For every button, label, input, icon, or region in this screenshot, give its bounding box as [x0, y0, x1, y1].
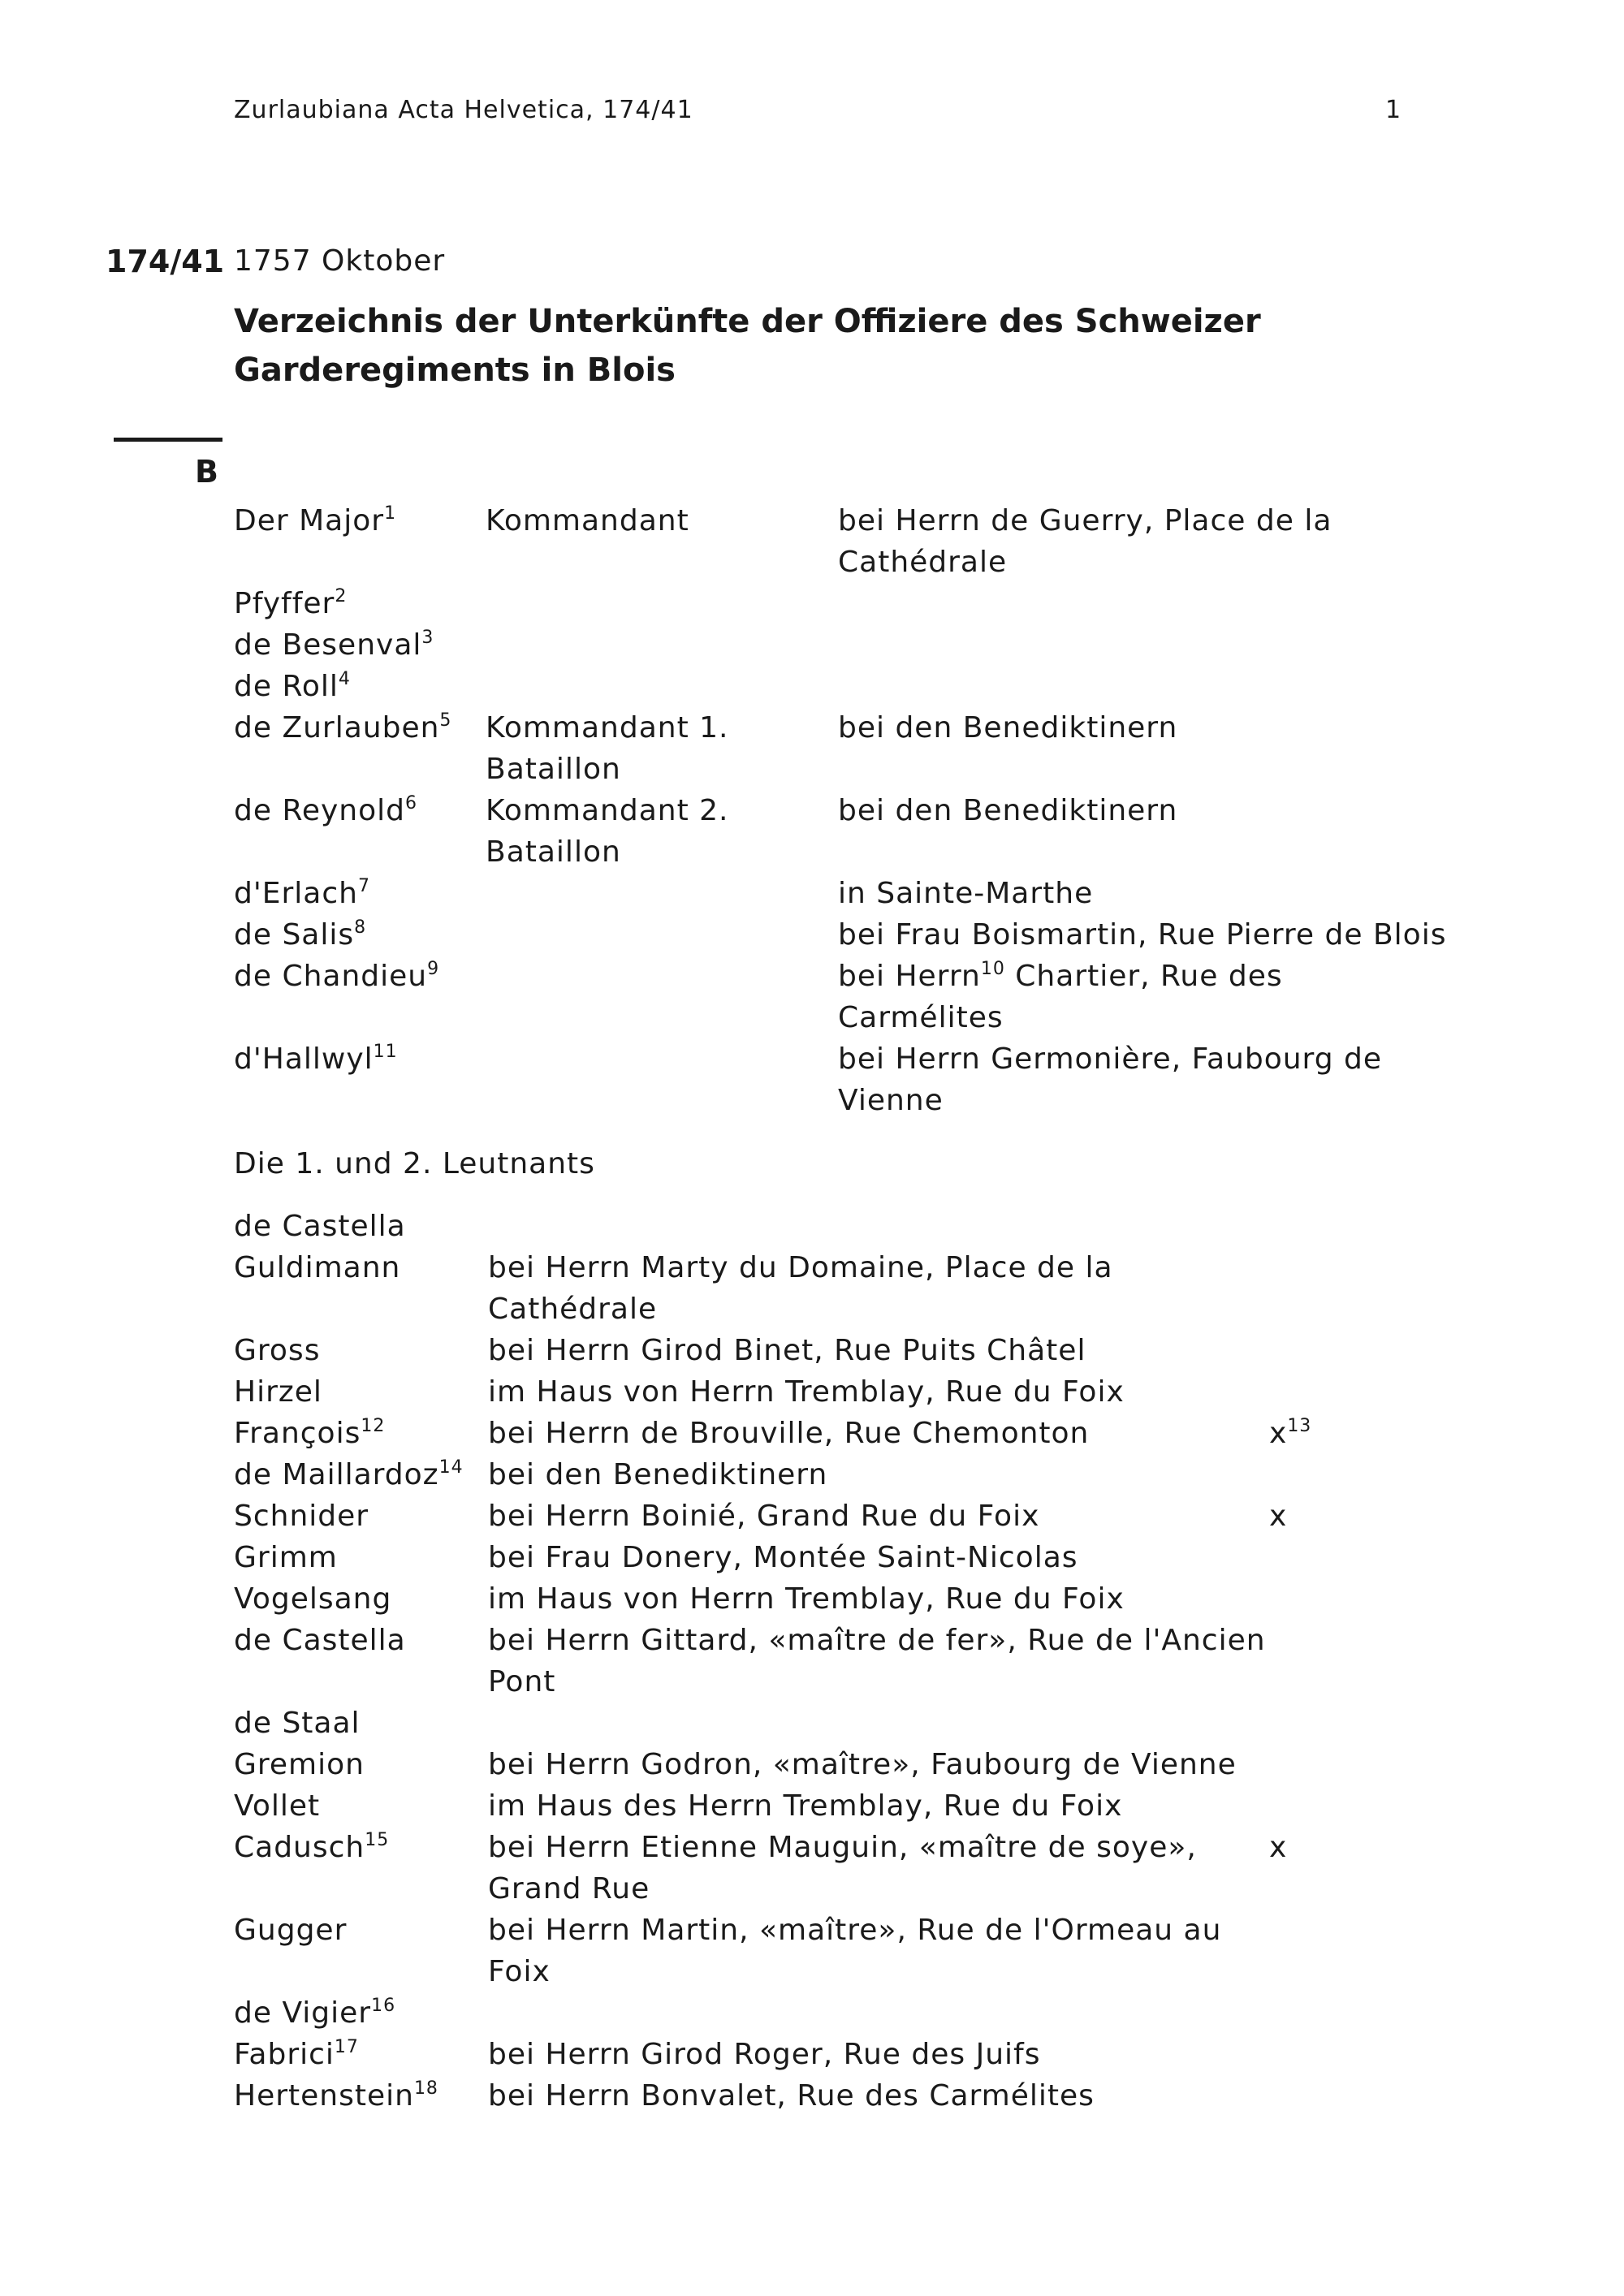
lieutenant-name-text: Vollet — [234, 1789, 321, 1823]
footnote-marker: 8 — [354, 917, 367, 938]
lieutenant-name — [234, 1413, 488, 1454]
lieutenant-location-text: bei Herrn Girod Roger, Rue des Juifs — [488, 2038, 1041, 2071]
lieutenant-name-text: de Maillardoz — [234, 1458, 439, 1491]
lieutenant-mark — [1269, 2075, 1334, 2117]
officer-role — [486, 956, 838, 1038]
lieutenant-location — [488, 1537, 1269, 1578]
section-letter: B — [195, 454, 218, 490]
lieutenant-name-text: de Castella — [234, 1624, 406, 1657]
officer-location — [838, 956, 1455, 1038]
officer-location — [838, 914, 1455, 956]
footnote-marker: 7 — [357, 876, 370, 896]
lieutenant-row — [234, 2034, 1334, 2075]
footnote-marker: 18 — [413, 2078, 438, 2099]
lieutenant-mark — [1269, 1910, 1334, 1992]
lieutenant-row — [234, 1371, 1334, 1413]
officer-name — [234, 1038, 486, 1121]
officer-row — [234, 624, 1455, 666]
document-number: 174/41 — [106, 244, 225, 279]
lieutenant-location-text: bei Herrn Boinié, Grand Rue du Foix — [488, 1500, 1040, 1533]
lieutenant-name — [234, 1206, 488, 1247]
lieutenant-row — [234, 1247, 1334, 1330]
lieutenant-mark — [1269, 1371, 1334, 1413]
officer-location — [838, 873, 1455, 914]
officer-name-text: de Besenval — [234, 628, 422, 662]
lieutenant-location — [488, 2075, 1269, 2117]
lieutenant-mark — [1269, 1247, 1334, 1330]
lieutenant-location — [488, 1206, 1269, 1247]
officer-role — [486, 583, 838, 624]
officer-role-text: Kommandant — [486, 504, 689, 537]
officer-name-text: d'Hallwyl — [234, 1042, 374, 1076]
lieutenant-location — [488, 1495, 1269, 1537]
lieutenant-name — [234, 1578, 488, 1620]
lieutenant-mark — [1269, 1413, 1334, 1454]
lieutenant-location-text: bei den Benediktinern — [488, 1458, 828, 1491]
lieutenant-row — [234, 1454, 1334, 1495]
officer-name — [234, 873, 486, 914]
lieutenant-row — [234, 1703, 1334, 1744]
officer-role-text: Kommandant 1. Bataillon — [486, 711, 729, 786]
lieutenant-location — [488, 1620, 1269, 1703]
lieutenant-row — [234, 1744, 1334, 1785]
officer-name-text: de Roll — [234, 670, 339, 703]
lieutenant-location — [488, 1330, 1269, 1371]
lieutenants-heading: Die 1. und 2. Leutnants — [234, 1147, 595, 1180]
lieutenant-row — [234, 1330, 1334, 1371]
lieutenant-row — [234, 1620, 1334, 1703]
lieutenant-mark — [1269, 1537, 1334, 1578]
lieutenant-name-text: de Staal — [234, 1707, 361, 1740]
footnote-marker: 12 — [361, 1416, 386, 1436]
officer-location-rest: Chartier, Rue des Carmélites — [838, 960, 1283, 1034]
officer-role — [486, 624, 838, 666]
officer-row — [234, 666, 1455, 707]
footnote-marker: 1 — [384, 503, 397, 524]
lieutenant-name — [234, 1247, 488, 1330]
lieutenant-name — [234, 1910, 488, 1992]
officer-name — [234, 707, 486, 790]
officer-row — [234, 914, 1455, 956]
lieutenant-name-text: Hirzel — [234, 1375, 322, 1409]
lieutenant-location-text: bei Frau Donery, Montée Saint-Nicolas — [488, 1541, 1078, 1574]
lieutenant-name-text: Vogelsang — [234, 1582, 392, 1616]
section-rule — [114, 438, 222, 442]
lieutenant-mark — [1269, 1620, 1334, 1703]
lieutenant-mark — [1269, 1703, 1334, 1744]
lieutenant-location — [488, 1827, 1269, 1910]
officer-location — [838, 583, 1455, 624]
lieutenant-name — [234, 1330, 488, 1371]
lieutenant-name-text: Hertenstein — [234, 2079, 414, 2113]
lieutenant-mark — [1269, 1785, 1334, 1827]
lieutenant-name-text: Schnider — [234, 1500, 369, 1533]
lieutenant-name-text: Cadusch — [234, 1831, 365, 1864]
lieutenant-mark-text: x — [1269, 1500, 1288, 1533]
lieutenant-location-text: bei Herrn Bonvalet, Rue des Carmélites — [488, 2079, 1095, 2113]
lieutenant-location — [488, 1785, 1269, 1827]
lieutenant-mark — [1269, 1827, 1334, 1910]
lieutenant-mark — [1269, 1206, 1334, 1247]
lieutenant-mark — [1269, 1744, 1334, 1785]
lieutenant-name-text: Guldimann — [234, 1251, 401, 1284]
lieutenant-location-text: bei Herrn Marty du Domaine, Place de la Cathédrale — [488, 1251, 1113, 1326]
officer-name-text: de Salis — [234, 918, 355, 952]
officer-role — [486, 707, 838, 790]
page-number: 1 — [1385, 96, 1402, 124]
officer-name — [234, 583, 486, 624]
officer-location-text: bei den Benediktinern — [838, 794, 1178, 827]
lieutenant-name-text: de Castella — [234, 1210, 406, 1243]
officer-role — [486, 873, 838, 914]
officer-location-text: bei Herrn Germonière, Faubourg de Vienne — [838, 1042, 1383, 1117]
lieutenant-name-text: de Vigier — [234, 1996, 372, 2030]
officer-role-text: Kommandant 2. Bataillon — [486, 794, 729, 869]
officer-location — [838, 707, 1455, 790]
footnote-marker: 9 — [427, 959, 440, 979]
officer-row — [234, 956, 1455, 1038]
footnote-marker: 2 — [335, 586, 348, 606]
lieutenants-table — [234, 1206, 1334, 2117]
lieutenant-location-text: im Haus von Herrn Tremblay, Rue du Foix — [488, 1375, 1125, 1409]
lieutenant-row — [234, 1785, 1334, 1827]
footnote-marker: 3 — [421, 628, 434, 648]
lieutenant-location — [488, 1992, 1269, 2034]
running-head: Zurlaubiana Acta Helvetica, 174/41 — [234, 96, 693, 124]
officer-name-text: de Reynold — [234, 794, 405, 827]
lieutenant-name — [234, 1703, 488, 1744]
officer-name — [234, 666, 486, 707]
lieutenant-mark-text: x — [1269, 1417, 1288, 1450]
officer-location-text: in Sainte-Marthe — [838, 877, 1094, 910]
lieutenant-mark — [1269, 1330, 1334, 1371]
lieutenant-row — [234, 2075, 1334, 2117]
lieutenant-name-text: Gremion — [234, 1748, 365, 1781]
lieutenant-location — [488, 1454, 1269, 1495]
lieutenant-location — [488, 2034, 1269, 2075]
document-title: Verzeichnis der Unterkünfte der Offiziere des Schweizer Garderegiments in Blois — [234, 303, 1261, 389]
footnote-marker: 14 — [438, 1457, 464, 1478]
lieutenant-mark-text: x — [1269, 1831, 1288, 1864]
officer-location-text: bei Herrn de Guerry, Place de la Cathédrale — [838, 504, 1332, 579]
lieutenant-mark — [1269, 1454, 1334, 1495]
lieutenant-name-text: François — [234, 1417, 361, 1450]
lieutenant-name — [234, 2075, 488, 2117]
officer-name-text: Pfyffer — [234, 587, 335, 620]
lieutenant-name — [234, 1454, 488, 1495]
footnote-marker: 4 — [338, 669, 351, 689]
lieutenant-location-text: bei Herrn de Brouville, Rue Chemonton — [488, 1417, 1090, 1450]
officer-location — [838, 666, 1455, 707]
lieutenant-name — [234, 1620, 488, 1703]
officer-name — [234, 914, 486, 956]
footnote-marker: 16 — [371, 1996, 396, 2016]
officer-name-text: de Zurlauben — [234, 711, 440, 744]
officer-row — [234, 1038, 1455, 1121]
lieutenant-name — [234, 1785, 488, 1827]
lieutenant-location-text: bei Herrn Godron, «maître», Faubourg de Vienne — [488, 1748, 1237, 1781]
officer-role — [486, 790, 838, 873]
footnote-marker: 15 — [365, 1830, 390, 1850]
officer-row — [234, 790, 1455, 873]
lieutenant-location — [488, 1578, 1269, 1620]
lieutenant-location — [488, 1247, 1269, 1330]
lieutenant-location-text: bei Herrn Gittard, «maître de fer», Rue de l'Ancien Pont — [488, 1624, 1266, 1698]
footnote-marker: 10 — [980, 959, 1005, 979]
officer-row — [234, 873, 1455, 914]
officer-location-text: bei Herrn — [838, 960, 981, 993]
lieutenant-location-text: im Haus von Herrn Tremblay, Rue du Foix — [488, 1582, 1125, 1616]
officer-name — [234, 624, 486, 666]
lieutenant-location — [488, 1910, 1269, 1992]
footnote-marker: 5 — [439, 710, 452, 731]
lieutenant-name — [234, 1827, 488, 1910]
lieutenant-name — [234, 1537, 488, 1578]
lieutenant-name — [234, 2034, 488, 2075]
lieutenant-row — [234, 1206, 1334, 1247]
footnote-marker: 11 — [373, 1042, 398, 1062]
officer-location-text: bei den Benediktinern — [838, 711, 1178, 744]
officer-name-text: d'Erlach — [234, 877, 358, 910]
lieutenant-name-text: Gugger — [234, 1914, 348, 1947]
officer-role — [486, 666, 838, 707]
officer-name — [234, 500, 486, 583]
lieutenant-mark — [1269, 1578, 1334, 1620]
officers-table — [234, 500, 1455, 1121]
lieutenant-name-text: Fabrici — [234, 2038, 335, 2071]
officer-row — [234, 707, 1455, 790]
officer-name-text: Der Major — [234, 504, 385, 537]
lieutenant-mark — [1269, 1495, 1334, 1537]
lieutenant-name — [234, 1992, 488, 2034]
lieutenant-location — [488, 1413, 1269, 1454]
lieutenant-name — [234, 1495, 488, 1537]
lieutenant-mark — [1269, 2034, 1334, 2075]
officer-row — [234, 500, 1455, 583]
lieutenant-location — [488, 1371, 1269, 1413]
officer-name — [234, 790, 486, 873]
officer-name — [234, 956, 486, 1038]
officer-role — [486, 914, 838, 956]
officer-location-text: bei Frau Boismartin, Rue Pierre de Blois — [838, 918, 1447, 952]
officer-role — [486, 500, 838, 583]
lieutenant-mark — [1269, 1992, 1334, 2034]
lieutenant-location-text: bei Herrn Martin, «maître», Rue de l'Ormeau au Foix — [488, 1914, 1222, 1988]
lieutenant-location-text: im Haus des Herrn Tremblay, Rue du Foix — [488, 1789, 1123, 1823]
lieutenant-location-text: bei Herrn Girod Binet, Rue Puits Châtel — [488, 1334, 1086, 1367]
officer-location — [838, 1038, 1455, 1121]
lieutenant-row — [234, 1910, 1334, 1992]
lieutenant-location-text: bei Herrn Etienne Mauguin, «maître de soye», Grand Rue — [488, 1831, 1197, 1905]
officer-location — [838, 500, 1455, 583]
officer-name-text: de Chandieu — [234, 960, 428, 993]
lieutenant-name — [234, 1744, 488, 1785]
lieutenant-row — [234, 1578, 1334, 1620]
officer-role — [486, 1038, 838, 1121]
officer-location — [838, 624, 1455, 666]
lieutenant-name — [234, 1371, 488, 1413]
footnote-marker: 17 — [334, 2037, 359, 2057]
lieutenant-name-text: Grimm — [234, 1541, 338, 1574]
lieutenant-row — [234, 1413, 1334, 1454]
lieutenant-location — [488, 1703, 1269, 1744]
lieutenant-row — [234, 1537, 1334, 1578]
officer-row — [234, 583, 1455, 624]
footnote-marker: 13 — [1287, 1416, 1312, 1436]
lieutenant-name-text: Gross — [234, 1334, 321, 1367]
lieutenant-location — [488, 1744, 1269, 1785]
lieutenant-row — [234, 1827, 1334, 1910]
document-date: 1757 Oktober — [234, 244, 446, 278]
footnote-marker: 6 — [405, 793, 417, 814]
officer-location — [838, 790, 1455, 873]
lieutenant-row — [234, 1992, 1334, 2034]
lieutenant-row — [234, 1495, 1334, 1537]
